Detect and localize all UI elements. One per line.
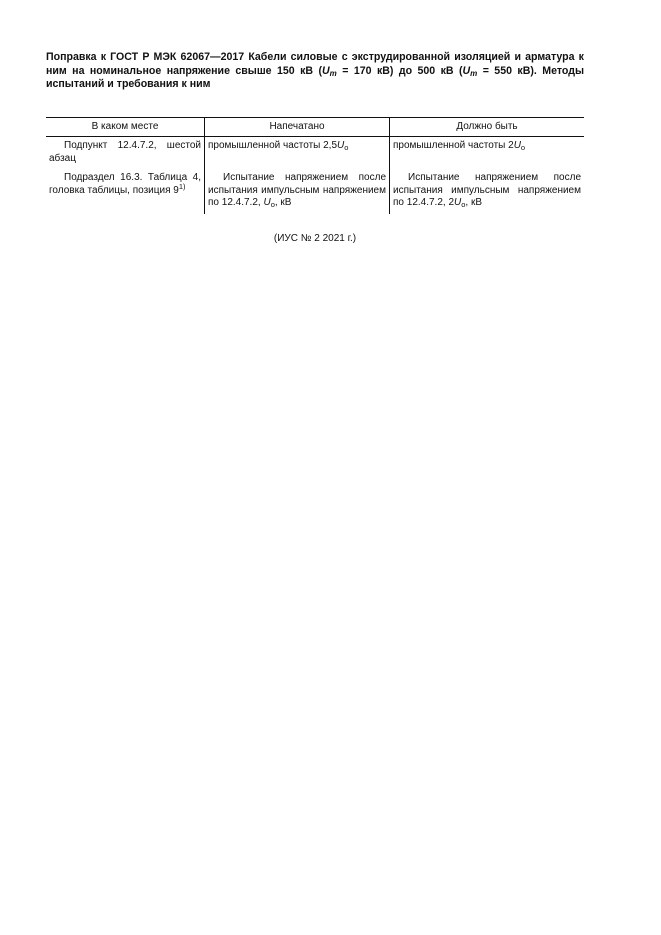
cell-correct: Испытание напряжением после испытания импульсным напряжением по 12.4.7.2, $2U_o$, кВ	[390, 169, 585, 214]
cell-place: Подпункт 12.4.7.2, шестой абзац	[49, 140, 201, 164]
cell-printed: промышленной частоты $2,5U_o$	[205, 137, 390, 170]
header-printed: Напечатано	[205, 118, 390, 137]
table-row	[46, 169, 584, 214]
cell-place: Подраздел 16.3. Таблица 4, головка таблицы, позиция 9$^{1)}$	[49, 172, 201, 196]
document-title: Поправка к ГОСТ Р МЭК 62067—2017 Кабели силовые с экструдированной изоляцией и арматура к ним на номинальное напряжение свыше 150 кВ ($U_m = 170$ кВ) до 500 кВ ($U_m = 550$ кВ). Методы испытаний и требования к ним	[46, 51, 584, 90]
source-reference: (ИУС № 2 2021 г.)	[273, 233, 357, 244]
header-place: В каком месте	[46, 118, 205, 137]
amendment-table	[46, 117, 584, 214]
cell-printed: Испытание напряжением после испытания импульсным напряжением по 12.4.7.2, $U_o$, кВ	[205, 169, 390, 214]
cell-correct: промышленной частоты $2U_o$	[390, 137, 585, 170]
footnote-marker: 1)	[178, 181, 186, 191]
header-correct: Должно быть	[390, 118, 585, 137]
table-header-row	[46, 118, 584, 137]
table-row	[46, 137, 584, 170]
